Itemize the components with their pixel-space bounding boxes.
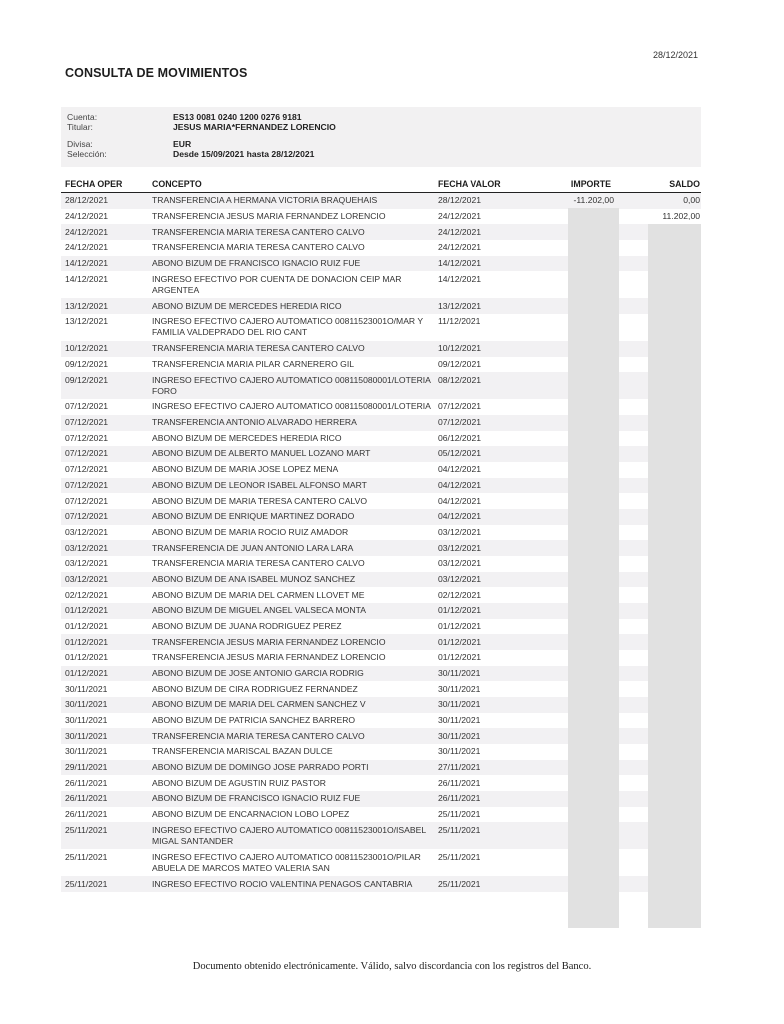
- fecha-oper-cell: 14/12/2021: [65, 257, 109, 268]
- fecha-oper-cell: 24/12/2021: [65, 226, 109, 237]
- fecha-oper-cell: 13/12/2021: [65, 316, 109, 327]
- fecha-oper-cell: 07/12/2021: [65, 511, 109, 522]
- concepto-cell: ABONO BIZUM DE FRANCISCO IGNACIO RUIZ FUE: [152, 257, 361, 268]
- fecha-valor-cell: 24/12/2021: [438, 226, 482, 237]
- fecha-valor-cell: 26/11/2021: [438, 777, 481, 788]
- column-header-fecha-oper: FECHA OPER: [65, 179, 123, 189]
- fecha-valor-cell: 25/11/2021: [438, 808, 481, 819]
- concepto-cell: ABONO BIZUM DE AGUSTIN RUIZ PASTOR: [152, 777, 326, 788]
- concepto-cell: ABONO BIZUM DE MARIA DEL CARMEN LLOVET ME: [152, 589, 365, 600]
- fecha-valor-cell: 01/12/2021: [438, 605, 482, 616]
- concepto-cell: INGRESO EFECTIVO POR CUENTA DE DONACION CEIP MAR ARGENTEA: [152, 273, 402, 295]
- fecha-oper-cell: 07/12/2021: [65, 495, 109, 506]
- fecha-oper-cell: 14/12/2021: [65, 273, 109, 284]
- fecha-valor-cell: 30/11/2021: [438, 667, 481, 678]
- column-header-saldo: SALDO: [669, 179, 700, 189]
- fecha-oper-cell: 24/12/2021: [65, 210, 109, 221]
- concepto-cell: INGRESO EFECTIVO CAJERO AUTOMATICO 008115080001/LOTERIA FORO: [152, 374, 431, 396]
- fecha-oper-cell: 24/12/2021: [65, 242, 109, 253]
- fecha-valor-cell: 03/12/2021: [438, 526, 482, 537]
- concepto-cell: INGRESO EFECTIVO CAJERO AUTOMATICO 00811523001O/MAR Y FAMILIA VALDEPRADO DEL RIO CANT: [152, 316, 423, 338]
- fecha-valor-cell: 27/11/2021: [438, 761, 481, 772]
- fecha-oper-cell: 10/12/2021: [65, 343, 109, 354]
- fecha-oper-cell: 26/11/2021: [65, 808, 108, 819]
- fecha-oper-cell: 25/11/2021: [65, 851, 108, 862]
- fecha-valor-cell: 30/11/2021: [438, 730, 481, 741]
- fecha-oper-cell: 26/11/2021: [65, 777, 108, 788]
- fecha-oper-cell: 01/12/2021: [65, 620, 109, 631]
- column-header-importe: IMPORTE: [570, 179, 611, 189]
- concepto-cell: INGRESO EFECTIVO CAJERO AUTOMATICO 008115080001/LOTERIA: [152, 401, 431, 412]
- importe-cell: -11.202,00: [573, 195, 614, 206]
- fecha-oper-cell: 26/11/2021: [65, 793, 108, 804]
- fecha-oper-cell: 09/12/2021: [65, 374, 109, 385]
- concepto-cell: TRANSFERENCIA JESUS MARIA FERNANDEZ LORENCIO: [152, 652, 386, 663]
- fecha-valor-cell: 24/12/2021: [438, 242, 482, 253]
- concepto-cell: ABONO BIZUM DE MIGUEL ANGEL VALSECA MONTA: [152, 605, 366, 616]
- fecha-oper-cell: 01/12/2021: [65, 636, 109, 647]
- concepto-cell: ABONO BIZUM DE DOMINGO JOSE PARRADO PORTI: [152, 761, 369, 772]
- fecha-valor-cell: 06/12/2021: [438, 432, 482, 443]
- selection-label: Selección:: [67, 149, 107, 159]
- fecha-oper-cell: 01/12/2021: [65, 605, 109, 616]
- fecha-oper-cell: 09/12/2021: [65, 358, 109, 369]
- concepto-cell: ABONO BIZUM DE MARIA TERESA CANTERO CALVO: [152, 495, 368, 506]
- concepto-cell: ABONO BIZUM DE FRANCISCO IGNACIO RUIZ FUE: [152, 793, 361, 804]
- fecha-oper-cell: 30/11/2021: [65, 746, 108, 757]
- concepto-cell: ABONO BIZUM DE JUANA RODRIGUEZ PEREZ: [152, 620, 342, 631]
- fecha-valor-cell: 07/12/2021: [438, 417, 482, 428]
- fecha-oper-cell: 30/11/2021: [65, 730, 108, 741]
- fecha-valor-cell: 05/12/2021: [438, 448, 482, 459]
- concepto-cell: ABONO BIZUM DE ENCARNACION LOBO LOPEZ: [152, 808, 350, 819]
- fecha-oper-cell: 07/12/2021: [65, 464, 109, 475]
- concepto-cell: TRANSFERENCIA MARIA TERESA CANTERO CALVO: [152, 226, 365, 237]
- fecha-oper-cell: 01/12/2021: [65, 652, 109, 663]
- currency-value: EUR: [173, 139, 192, 149]
- concepto-cell: ABONO BIZUM DE PATRICIA SANCHEZ BARRERO: [152, 714, 356, 725]
- fecha-valor-cell: 30/11/2021: [438, 699, 481, 710]
- fecha-valor-cell: 02/12/2021: [438, 589, 482, 600]
- fecha-oper-cell: 25/11/2021: [65, 824, 108, 835]
- concepto-cell: ABONO BIZUM DE JOSE ANTONIO GARCIA RODRIG: [152, 667, 364, 678]
- fecha-oper-cell: 07/12/2021: [65, 401, 109, 412]
- concepto-cell: ABONO BIZUM DE MARIA ROCIO RUIZ AMADOR: [152, 526, 349, 537]
- concepto-cell: INGRESO EFECTIVO CAJERO AUTOMATICO 00811523001O/PILAR ABUELA DE MARCOS MATEO VALERIA SAN: [152, 851, 421, 873]
- fecha-valor-cell: 14/12/2021: [438, 257, 482, 268]
- concepto-cell: TRANSFERENCIA A HERMANA VICTORIA BRAQUEHAIS: [152, 195, 378, 206]
- concepto-cell: ABONO BIZUM DE ALBERTO MANUEL LOZANO MART: [152, 448, 371, 459]
- fecha-oper-cell: 29/11/2021: [65, 761, 108, 772]
- concepto-cell: TRANSFERENCIA JESUS MARIA FERNANDEZ LORENCIO: [152, 636, 386, 647]
- concepto-cell: ABONO BIZUM DE ENRIQUE MARTINEZ DORADO: [152, 511, 355, 522]
- fecha-valor-cell: 13/12/2021: [438, 300, 482, 311]
- fecha-valor-cell: 04/12/2021: [438, 464, 482, 475]
- currency-label: Divisa:: [67, 139, 93, 149]
- document-date: 28/12/2021: [652, 50, 698, 60]
- fecha-oper-cell: 03/12/2021: [65, 558, 109, 569]
- column-header-fecha-valor: FECHA VALOR: [438, 179, 501, 189]
- fecha-oper-cell: 01/12/2021: [65, 667, 109, 678]
- fecha-valor-cell: 25/11/2021: [438, 851, 481, 862]
- concepto-cell: TRANSFERENCIA ANTONIO ALVARADO HERRERA: [152, 417, 357, 428]
- redacted-saldo-column: [648, 224, 701, 928]
- fecha-valor-cell: 30/11/2021: [438, 683, 481, 694]
- fecha-oper-cell: 28/12/2021: [65, 195, 109, 206]
- fecha-valor-cell: 24/12/2021: [438, 210, 482, 221]
- holder-name: JESUS MARIA*FERNANDEZ LORENCIO: [173, 122, 336, 132]
- concepto-cell: ABONO BIZUM DE MARIA DEL CARMEN SANCHEZ V: [152, 699, 366, 710]
- concepto-cell: TRANSFERENCIA MARIA TERESA CANTERO CALVO: [152, 558, 365, 569]
- fecha-oper-cell: 30/11/2021: [65, 683, 108, 694]
- fecha-oper-cell: 03/12/2021: [65, 542, 109, 553]
- concepto-cell: TRANSFERENCIA MARIA TERESA CANTERO CALVO: [152, 730, 365, 741]
- fecha-valor-cell: 30/11/2021: [438, 746, 481, 757]
- fecha-valor-cell: 01/12/2021: [438, 636, 482, 647]
- concepto-cell: INGRESO EFECTIVO CAJERO AUTOMATICO 00811523001O/ISABEL MIGAL SANTANDER: [152, 824, 426, 846]
- fecha-valor-cell: 03/12/2021: [438, 558, 482, 569]
- fecha-oper-cell: 03/12/2021: [65, 573, 109, 584]
- fecha-valor-cell: 04/12/2021: [438, 511, 482, 522]
- fecha-valor-cell: 01/12/2021: [438, 652, 482, 663]
- fecha-valor-cell: 01/12/2021: [438, 620, 482, 631]
- table-header: [61, 177, 701, 193]
- concepto-cell: ABONO BIZUM DE CIRA RODRIGUEZ FERNANDEZ: [152, 683, 358, 694]
- fecha-valor-cell: 07/12/2021: [438, 401, 482, 412]
- fecha-valor-cell: 25/11/2021: [438, 878, 481, 889]
- fecha-valor-cell: 03/12/2021: [438, 573, 482, 584]
- fecha-oper-cell: 30/11/2021: [65, 714, 108, 725]
- concepto-cell: TRANSFERENCIA JESUS MARIA FERNANDEZ LORENCIO: [152, 210, 386, 221]
- fecha-oper-cell: 07/12/2021: [65, 417, 109, 428]
- holder-label: Titular:: [67, 122, 93, 132]
- table-row: [61, 193, 701, 209]
- fecha-oper-cell: 07/12/2021: [65, 448, 109, 459]
- saldo-cell: 11.202,00: [662, 210, 700, 221]
- concepto-cell: TRANSFERENCIA MARIA TERESA CANTERO CALVO: [152, 242, 365, 253]
- concepto-cell: ABONO BIZUM DE MERCEDES HEREDIA RICO: [152, 300, 342, 311]
- fecha-oper-cell: 07/12/2021: [65, 479, 109, 490]
- fecha-valor-cell: 28/12/2021: [438, 195, 482, 206]
- fecha-valor-cell: 10/12/2021: [438, 343, 482, 354]
- fecha-valor-cell: 14/12/2021: [438, 273, 482, 284]
- saldo-cell: 0,00: [683, 195, 700, 206]
- fecha-oper-cell: 03/12/2021: [65, 526, 109, 537]
- fecha-valor-cell: 30/11/2021: [438, 714, 481, 725]
- fecha-valor-cell: 11/12/2021: [438, 316, 481, 327]
- footer-disclaimer: Documento obtenido electrónicamente. Válido, salvo discordancia con los registros del Banco.: [192, 961, 592, 972]
- concepto-cell: TRANSFERENCIA MARIA TERESA CANTERO CALVO: [152, 343, 365, 354]
- selection-range: Desde 15/09/2021 hasta 28/12/2021: [173, 149, 315, 159]
- fecha-oper-cell: 07/12/2021: [65, 432, 109, 443]
- fecha-valor-cell: 04/12/2021: [438, 495, 482, 506]
- concepto-cell: TRANSFERENCIA DE JUAN ANTONIO LARA LARA: [152, 542, 354, 553]
- fecha-valor-cell: 26/11/2021: [438, 793, 481, 804]
- redacted-importe-column: [568, 208, 619, 928]
- fecha-valor-cell: 03/12/2021: [438, 542, 482, 553]
- account-number: ES13 0081 0240 1200 0276 9181: [173, 112, 302, 122]
- concepto-cell: TRANSFERENCIA MARIA PILAR CARNERERO GIL: [152, 358, 354, 369]
- concepto-cell: ABONO BIZUM DE LEONOR ISABEL ALFONSO MART: [152, 479, 367, 490]
- concepto-cell: ABONO BIZUM DE MARIA JOSE LOPEZ MENA: [152, 464, 339, 475]
- fecha-oper-cell: 25/11/2021: [65, 878, 108, 889]
- fecha-valor-cell: 25/11/2021: [438, 824, 481, 835]
- concepto-cell: ABONO BIZUM DE ANA ISABEL MUNOZ SANCHEZ: [152, 573, 356, 584]
- account-info-box: [61, 107, 701, 167]
- fecha-oper-cell: 02/12/2021: [65, 589, 109, 600]
- fecha-valor-cell: 08/12/2021: [438, 374, 482, 385]
- concepto-cell: TRANSFERENCIA MARISCAL BAZAN DULCE: [152, 746, 333, 757]
- account-label: Cuenta:: [67, 112, 98, 122]
- fecha-valor-cell: 04/12/2021: [438, 479, 482, 490]
- fecha-oper-cell: 13/12/2021: [65, 300, 109, 311]
- concepto-cell: INGRESO EFECTIVO ROCIO VALENTINA PENAGOS CANTABRIA: [152, 878, 413, 889]
- fecha-oper-cell: 30/11/2021: [65, 699, 108, 710]
- concepto-cell: ABONO BIZUM DE MERCEDES HEREDIA RICO: [152, 432, 342, 443]
- fecha-valor-cell: 09/12/2021: [438, 358, 482, 369]
- page-title: CONSULTA DE MOVIMIENTOS: [65, 66, 248, 80]
- column-header-concepto: CONCEPTO: [152, 179, 202, 189]
